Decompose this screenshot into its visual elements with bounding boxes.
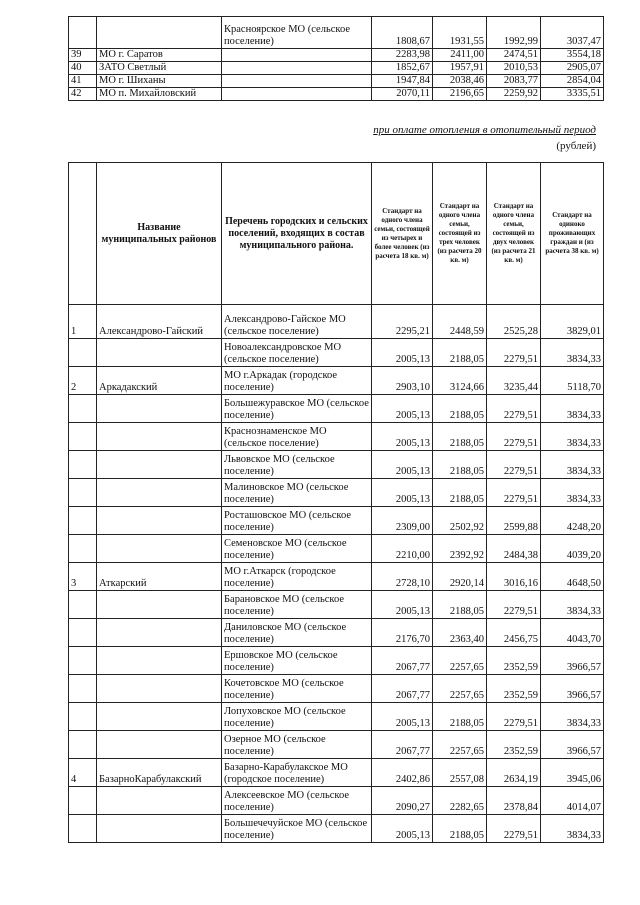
cell-num <box>69 703 97 731</box>
cell-v20: 2196,65 <box>433 88 487 101</box>
cell-district <box>97 787 222 815</box>
header-num <box>69 163 97 305</box>
cell-v38: 3966,57 <box>541 647 604 675</box>
cell-v38: 3834,33 <box>541 423 604 451</box>
cell-v18: 2005,13 <box>372 815 433 843</box>
cell-num <box>69 591 97 619</box>
cell-num <box>69 647 97 675</box>
table-row <box>69 395 604 423</box>
cell-v18: 2728,10 <box>372 563 433 591</box>
cell-v20: 2502,92 <box>433 507 487 535</box>
header-v18: Стандарт на одного члена семьи, состоящей из четырех и более человек (из расчета 18 кв. м) <box>372 163 433 305</box>
cell-num <box>69 395 97 423</box>
cell-v21: 2279,51 <box>487 703 541 731</box>
cell-settlement <box>222 88 372 101</box>
cell-settlement: Росташовское МО (сельское поселение) <box>222 507 372 535</box>
table-row <box>69 507 604 535</box>
cell-num <box>69 675 97 703</box>
cell-district: Аткарский <box>97 563 222 591</box>
cell-num <box>69 731 97 759</box>
cell-v20: 2257,65 <box>433 731 487 759</box>
cell-settlement: МО г.Аркадак (городское поселение) <box>222 367 372 395</box>
cell-district <box>97 17 222 49</box>
cell-v21: 2279,51 <box>487 423 541 451</box>
cell-v21: 2456,75 <box>487 619 541 647</box>
cell-settlement: Красноярское МО (сельское поселение) <box>222 17 372 49</box>
cell-settlement: Семеновское МО (сельское поселение) <box>222 535 372 563</box>
table-row <box>69 591 604 619</box>
cell-v18: 2210,00 <box>372 535 433 563</box>
table-row <box>69 815 604 843</box>
cell-v18: 2005,13 <box>372 423 433 451</box>
header-settlements: Перечень городских и сельских поселений, входящих в состав муниципального района. <box>222 163 372 305</box>
cell-district <box>97 395 222 423</box>
cell-num <box>69 787 97 815</box>
cell-district: МО г. Саратов <box>97 49 222 62</box>
cell-v18: 2295,21 <box>372 305 433 339</box>
cell-v38: 3945,06 <box>541 759 604 787</box>
cell-num: 40 <box>69 62 97 75</box>
cell-settlement: Барановское МО (сельское поселение) <box>222 591 372 619</box>
table-row <box>69 75 604 88</box>
cell-district <box>97 339 222 367</box>
cell-num <box>69 479 97 507</box>
cell-v18: 2070,11 <box>372 88 433 101</box>
cell-v38: 3834,33 <box>541 395 604 423</box>
cell-v18: 2176,70 <box>372 619 433 647</box>
cell-district <box>97 619 222 647</box>
cell-v20: 2557,08 <box>433 759 487 787</box>
cell-settlement <box>222 75 372 88</box>
cell-v38: 3829,01 <box>541 305 604 339</box>
cell-district: ЗАТО Светлый <box>97 62 222 75</box>
cell-v18: 2005,13 <box>372 451 433 479</box>
cell-settlement <box>222 62 372 75</box>
cell-district: Александрово-Гайский <box>97 305 222 339</box>
cell-v21: 2083,77 <box>487 75 541 88</box>
cell-v21: 2525,28 <box>487 305 541 339</box>
cell-settlement: Базарно-Карабулакское МО (городское поселение) <box>222 759 372 787</box>
cell-v38: 3834,33 <box>541 815 604 843</box>
table-row <box>69 367 604 395</box>
cell-v21: 2352,59 <box>487 731 541 759</box>
cell-v20: 2188,05 <box>433 591 487 619</box>
cell-num <box>69 535 97 563</box>
table-row <box>69 62 604 75</box>
cell-district: Аркадакский <box>97 367 222 395</box>
cell-district: БазарноКарабулакский <box>97 759 222 787</box>
cell-v38: 3834,33 <box>541 591 604 619</box>
cell-num: 2 <box>69 367 97 395</box>
cell-settlement: Даниловское МО (сельское поселение) <box>222 619 372 647</box>
cell-num <box>69 815 97 843</box>
cell-v38: 3834,33 <box>541 479 604 507</box>
table-row <box>69 451 604 479</box>
cell-v38: 3966,57 <box>541 675 604 703</box>
cell-v38: 3037,47 <box>541 17 604 49</box>
cell-v21: 2484,38 <box>487 535 541 563</box>
cell-settlement: Лопуховское МО (сельское поселение) <box>222 703 372 731</box>
cell-settlement: Озерное МО (сельское поселение) <box>222 731 372 759</box>
cell-v38: 3966,57 <box>541 731 604 759</box>
cell-v18: 2067,77 <box>372 647 433 675</box>
cell-v18: 2090,27 <box>372 787 433 815</box>
table-row <box>69 563 604 591</box>
table-row <box>69 479 604 507</box>
cell-v38: 3335,51 <box>541 88 604 101</box>
table-row <box>69 423 604 451</box>
cell-district <box>97 423 222 451</box>
cell-v38: 3554,18 <box>541 49 604 62</box>
cell-v20: 2188,05 <box>433 339 487 367</box>
cell-district: МО г. Шиханы <box>97 75 222 88</box>
cell-v38: 3834,33 <box>541 451 604 479</box>
cell-num <box>69 423 97 451</box>
cell-v18: 2005,13 <box>372 703 433 731</box>
cell-settlement <box>222 49 372 62</box>
cell-settlement: Ершовское МО (сельское поселение) <box>222 647 372 675</box>
cell-district <box>97 479 222 507</box>
cell-v20: 2188,05 <box>433 395 487 423</box>
cell-v38: 4014,07 <box>541 787 604 815</box>
cell-settlement: Алексеевское МО (сельское поселение) <box>222 787 372 815</box>
cell-v20: 2448,59 <box>433 305 487 339</box>
cell-v38: 5118,70 <box>541 367 604 395</box>
cell-v21: 2599,88 <box>487 507 541 535</box>
cell-v20: 2188,05 <box>433 451 487 479</box>
cell-v38: 3834,33 <box>541 703 604 731</box>
cell-v21: 2352,59 <box>487 647 541 675</box>
header-v38: Стандарт на одиноко проживающих граждан и (из расчета 38 кв. м) <box>541 163 604 305</box>
table-note: при оплате отопления в отопительный период <box>373 124 596 136</box>
cell-v38: 4043,70 <box>541 619 604 647</box>
cell-v18: 2005,13 <box>372 591 433 619</box>
cell-v18: 1947,84 <box>372 75 433 88</box>
cell-v18: 2402,86 <box>372 759 433 787</box>
cell-num <box>69 507 97 535</box>
cell-v21: 2352,59 <box>487 675 541 703</box>
cell-district <box>97 647 222 675</box>
cell-district <box>97 703 222 731</box>
cell-district <box>97 451 222 479</box>
cell-num <box>69 619 97 647</box>
cell-v18: 2005,13 <box>372 479 433 507</box>
cell-v18: 1852,67 <box>372 62 433 75</box>
cell-settlement: Большечечуйское МО (сельское поселение) <box>222 815 372 843</box>
cell-v21: 2259,92 <box>487 88 541 101</box>
cell-v20: 2188,05 <box>433 703 487 731</box>
cell-v18: 1808,67 <box>372 17 433 49</box>
table-row <box>69 647 604 675</box>
cell-v18: 2005,13 <box>372 339 433 367</box>
cell-settlement: МО г.Аткарск (городское поселение) <box>222 563 372 591</box>
cell-v18: 2067,77 <box>372 675 433 703</box>
table-row <box>69 703 604 731</box>
cell-v18: 2005,13 <box>372 395 433 423</box>
header-district: Название муниципальных районов <box>97 163 222 305</box>
cell-v20: 1931,55 <box>433 17 487 49</box>
cell-v21: 2279,51 <box>487 395 541 423</box>
cell-v20: 3124,66 <box>433 367 487 395</box>
cell-v38: 2905,07 <box>541 62 604 75</box>
cell-v18: 2903,10 <box>372 367 433 395</box>
table-row <box>69 619 604 647</box>
cell-v21: 3016,16 <box>487 563 541 591</box>
cell-v21: 2279,51 <box>487 591 541 619</box>
cell-district <box>97 731 222 759</box>
cell-num: 1 <box>69 305 97 339</box>
cell-num: 39 <box>69 49 97 62</box>
cell-settlement: Малиновское МО (сельское поселение) <box>222 479 372 507</box>
cell-v38: 2854,04 <box>541 75 604 88</box>
table-row <box>69 675 604 703</box>
cell-district <box>97 535 222 563</box>
cell-settlement: Кочетовское МО (сельское поселение) <box>222 675 372 703</box>
cell-settlement: Александрово-Гайское МО (сельское поселение) <box>222 305 372 339</box>
cell-v21: 2279,51 <box>487 451 541 479</box>
cell-v20: 2363,40 <box>433 619 487 647</box>
table-row <box>69 49 604 62</box>
cell-num <box>69 451 97 479</box>
cell-district <box>97 815 222 843</box>
cell-v18: 2283,98 <box>372 49 433 62</box>
cell-num: 42 <box>69 88 97 101</box>
cell-v20: 2188,05 <box>433 815 487 843</box>
cell-v20: 2392,92 <box>433 535 487 563</box>
cell-v21: 2474,51 <box>487 49 541 62</box>
header-v21: Стандарт на одного члена семьи, состоящей из двух человек (из расчета 21 кв. м) <box>487 163 541 305</box>
header-row <box>69 163 604 305</box>
table-row <box>69 339 604 367</box>
cell-settlement: Большежуравское МО (сельское поселение) <box>222 395 372 423</box>
cell-district: МО п. Михайловский <box>97 88 222 101</box>
cell-v38: 4248,20 <box>541 507 604 535</box>
cell-v21: 2634,19 <box>487 759 541 787</box>
heating-standards-table <box>68 162 604 843</box>
cell-district <box>97 591 222 619</box>
cell-v20: 2920,14 <box>433 563 487 591</box>
table-row <box>69 305 604 339</box>
cell-settlement: Львовское МО (сельское поселение) <box>222 451 372 479</box>
table-row <box>69 759 604 787</box>
table-row <box>69 787 604 815</box>
cell-v21: 2279,51 <box>487 479 541 507</box>
cell-num: 41 <box>69 75 97 88</box>
cell-district <box>97 675 222 703</box>
cell-v20: 1957,91 <box>433 62 487 75</box>
cell-v21: 1992,99 <box>487 17 541 49</box>
top-table <box>68 16 604 101</box>
cell-v21: 2279,51 <box>487 339 541 367</box>
cell-v20: 2038,46 <box>433 75 487 88</box>
cell-v38: 4648,50 <box>541 563 604 591</box>
cell-v38: 3834,33 <box>541 339 604 367</box>
cell-num: 3 <box>69 563 97 591</box>
cell-v20: 2257,65 <box>433 675 487 703</box>
cell-settlement: Новоалександровское МО (сельское поселение) <box>222 339 372 367</box>
table-row <box>69 535 604 563</box>
cell-v20: 2282,65 <box>433 787 487 815</box>
cell-num: 4 <box>69 759 97 787</box>
table-row <box>69 17 604 49</box>
unit-label: (рублей) <box>556 140 596 152</box>
cell-num <box>69 339 97 367</box>
cell-settlement: Краснознаменское МО (сельское поселение) <box>222 423 372 451</box>
cell-v20: 2257,65 <box>433 647 487 675</box>
cell-v20: 2411,00 <box>433 49 487 62</box>
cell-v21: 2378,84 <box>487 787 541 815</box>
cell-v38: 4039,20 <box>541 535 604 563</box>
cell-v18: 2309,00 <box>372 507 433 535</box>
cell-v20: 2188,05 <box>433 423 487 451</box>
cell-num <box>69 17 97 49</box>
cell-v18: 2067,77 <box>372 731 433 759</box>
cell-district <box>97 507 222 535</box>
cell-v21: 2010,53 <box>487 62 541 75</box>
cell-v20: 2188,05 <box>433 479 487 507</box>
cell-v21: 2279,51 <box>487 815 541 843</box>
cell-v21: 3235,44 <box>487 367 541 395</box>
header-v20: Стандарт на одного члена семьи, состоящей из трех человек (из расчета 20 кв. м) <box>433 163 487 305</box>
table-row <box>69 731 604 759</box>
table-row <box>69 88 604 101</box>
